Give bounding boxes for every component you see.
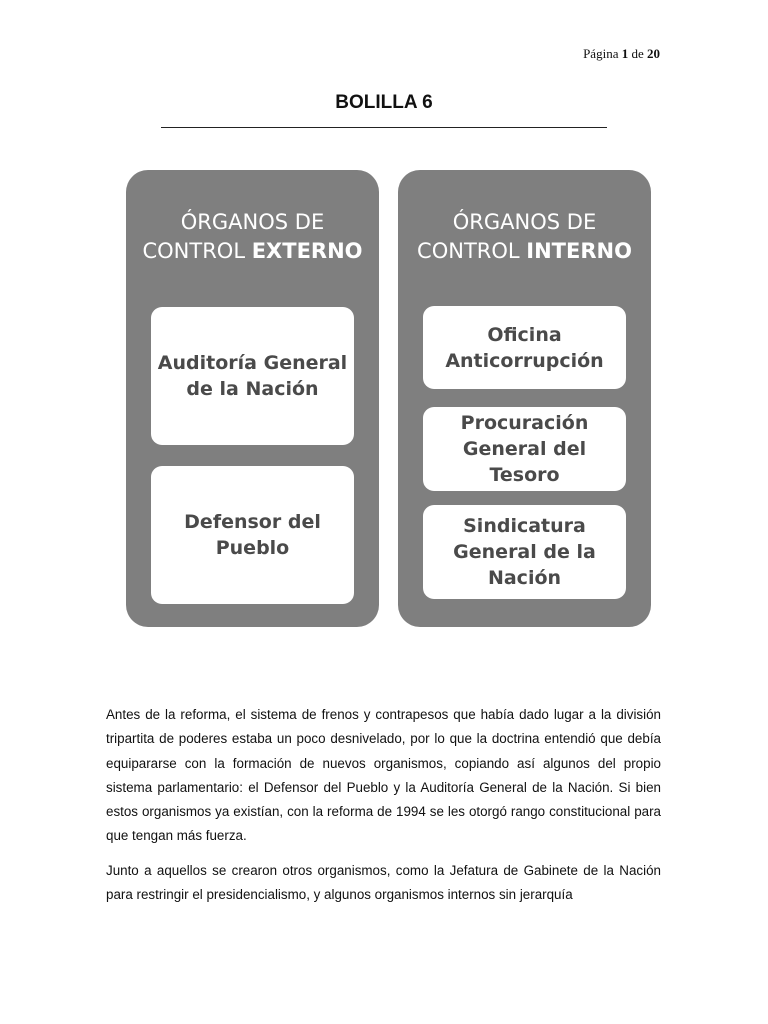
external-control-title [126, 208, 379, 266]
of-label: de [631, 46, 644, 61]
external-title-emphasis: EXTERNO [251, 239, 363, 263]
external-control-panel [126, 170, 379, 627]
procuracion-tesoro-box: Procuración General del Tesoro [423, 407, 626, 491]
external-title-line1: ÓRGANOS DE [180, 210, 325, 234]
total-pages: 20 [647, 46, 660, 61]
document-title: BOLILLA 6 [335, 92, 433, 113]
sindicatura-general-box: Sindicatura General de la Nación [423, 505, 626, 599]
internal-control-title [398, 208, 651, 266]
paragraph: Junto a aquellos se crearon otros organismos, como la Jefatura de Gabinete de la Nación para restringir el presidencialismo, y algunos organismos internos sin jerarquía [106, 862, 661, 903]
title-underline [161, 127, 607, 128]
page-number-header [583, 46, 660, 62]
paragraph: Antes de la reforma, el sistema de frenos y contrapesos que había dado lugar a la división tripartita de poderes estaba un poco desnivelado, por lo que la doctrina entendió que debía equipararse con la formación de nuevos organismos, copiando así algunos del propio sistema parlamentario: el Defensor del Pueblo y la Auditoría General de la Nación. Si bien estos organismos ya existían, con la reforma de 1994 se les otorgó rango constitucional para que tengan más fuerza. [106, 707, 661, 844]
body-text [106, 703, 661, 917]
internal-title-prefix: CONTROL [417, 239, 527, 263]
external-title-prefix: CONTROL [142, 239, 252, 263]
internal-title-line1: ÓRGANOS DE [452, 210, 597, 234]
page-label: Página [583, 46, 619, 61]
auditoria-general-box: Auditoría General de la Nación [151, 307, 354, 445]
internal-control-panel [398, 170, 651, 627]
current-page: 1 [621, 46, 629, 61]
internal-title-emphasis: INTERNO [526, 239, 632, 263]
oficina-anticorrupcion-box: Oficina Anticorrupción [423, 306, 626, 389]
defensor-pueblo-box: Defensor del Pueblo [151, 466, 354, 604]
